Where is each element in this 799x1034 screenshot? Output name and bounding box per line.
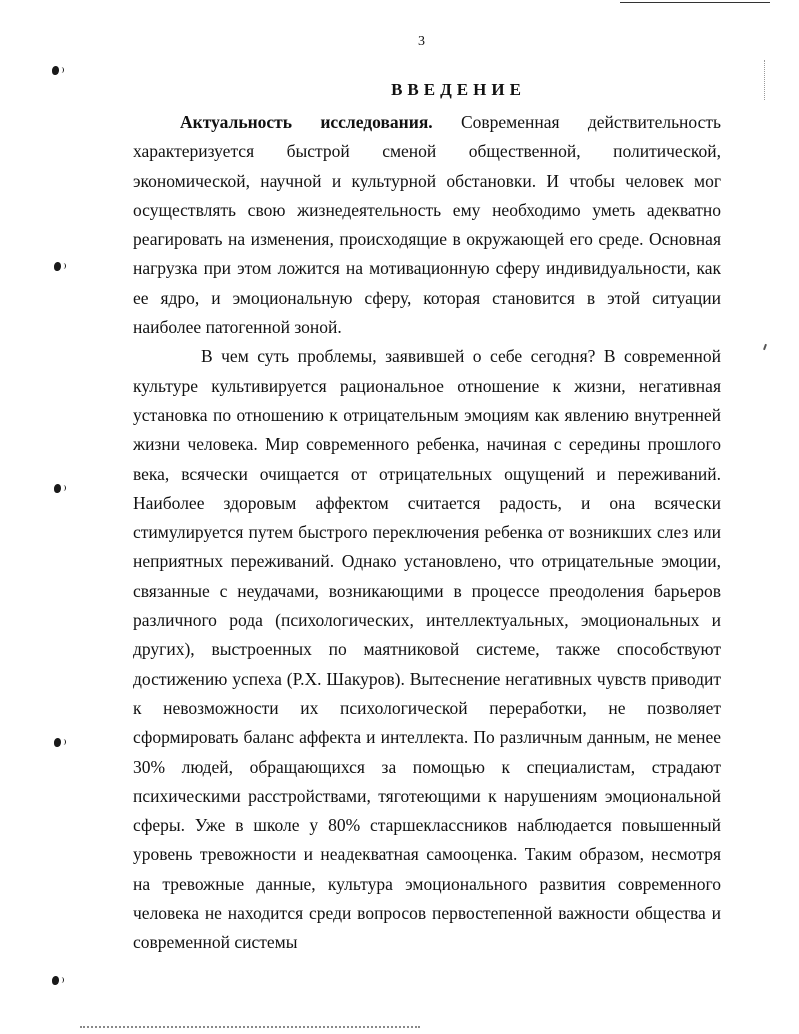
binder-hole-icon [52, 976, 59, 985]
page-number: 3 [418, 34, 425, 49]
binder-hole-icon [54, 738, 61, 747]
scan-artifact [80, 1026, 420, 1032]
section-title: ВВЕДЕНИЕ [391, 80, 526, 99]
paragraph-1-lead: Актуальность исследования. [180, 112, 433, 132]
binder-hole-icon [54, 484, 61, 493]
paragraph-1 [133, 108, 721, 342]
binder-hole-icon [52, 66, 59, 75]
top-rule [620, 2, 770, 3]
margin-mark [763, 344, 767, 350]
paragraph-1-text: Современная действительность характеризуется быстрой сменой общественной, политической, экономической, научной и культурной обстановки. И чтобы человек мог осуществлять свою жизнедеятельность ему необходимо уметь адекватно реагировать на изменения, происходящие в окружающей его среде. Основная нагрузка при этом ложится на мотивационную сферу индивидуальности, как ее ядро, и эмоциональную сферу, которая становится в этой ситуации наиболее патогенной зоной. [133, 112, 721, 338]
body-text [133, 108, 721, 958]
binder-hole-icon [54, 262, 61, 271]
paragraph-2: В чем суть проблемы, заявившей о себе сегодня? В современной культуре культивируется рациональное отношение к жизни, негативная установка по отношению к отрицательным эмоциям как явлению внутренней жизни человека. Мир современного ребенка, начиная с середины прошлого века, всячески очищается от отрицательных ощущений и переживаний. Наиболее здоровым аффектом считается радость, и она всячески стимулируется путем быстрого переключения ребенка от возникших слез или неприятных переживаний. Однако установлено, что отрицательные эмоции, связанные с неудачами, возникающими в процессе преодоления барьеров различного рода (психологических, интеллектуальных, эмоциональных и других), выстроенных по маятниковой системе, также способствуют достижению успеха (Р.Х. Шакуров). Вытеснение негативных чувств приводит к невозможности их психологической переработки, не позволяет сформировать баланс аффекта и интеллекта. По различным данным, не менее 30% людей, обращающихся за помощью к специалистам, страдают психическими расстройствами, тяготеющими к нарушениям эмоциональной сферы. Уже в школе у 80% старшеклассников наблюдается повышенный уровень тревожности и неадекватная самооценка. Таким образом, несмотря на тревожные данные, культура эмоционального развития современного человека не находится среди вопросов первостепенной важности общества и современной системы [133, 346, 721, 953]
